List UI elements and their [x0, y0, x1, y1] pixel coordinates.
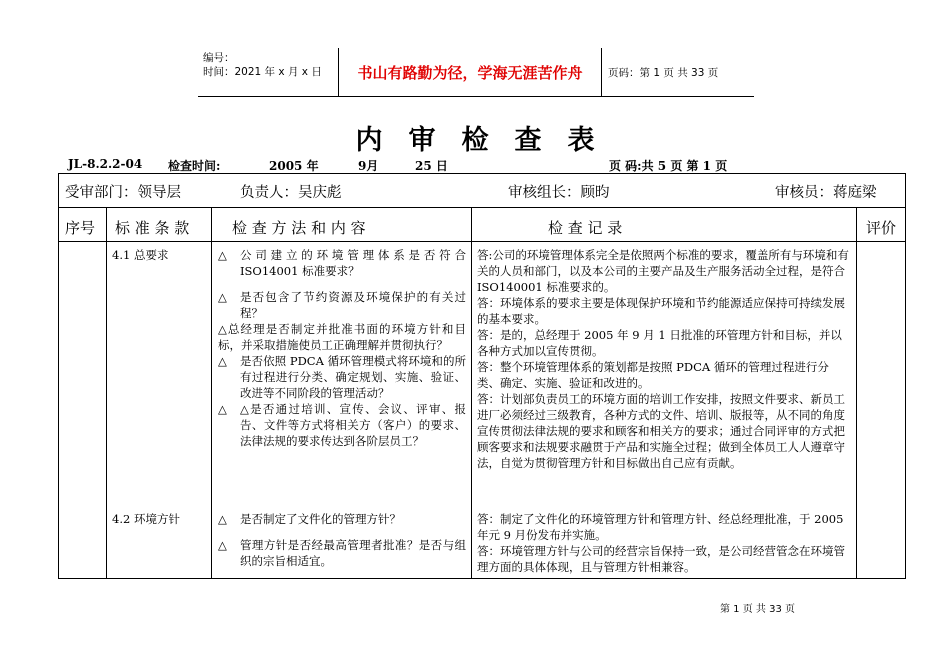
- header-record: 检 查 记 录: [548, 219, 623, 237]
- column-divider: [856, 207, 857, 578]
- question-item: △ 是否依照 PDCA 循环管理模式将环境和的所有过程进行分类、确定规划、实施、验证、改进等不同阶段的管理活动？: [218, 354, 466, 400]
- motto-text: 书山有路勤为径，学海无涯苦作舟: [338, 48, 602, 96]
- header-clause: 标 准 条 款: [115, 219, 190, 237]
- check-time-label: 检查时间:: [168, 159, 221, 173]
- record-answer: 答：整个环境管理体系的策划都是按照 PDCA 循环的管理过程进行分类、确定、实施、验证和改进的。: [477, 360, 829, 390]
- record-answer: 答：是的，总经理于 2005 年 9 月 1 日批准的环管理方针和目标，并以各种方式加以宣传贯彻。: [477, 328, 842, 358]
- check-month: 9月: [358, 159, 379, 173]
- record-answer: 答:公司的环境管理体系完全是依照两个标准的要求，覆盖所有与环境和有关的人员和部门，以及本公司的主要产品及生产服务活动全过程，是符合 ISO140001 标准要求的。: [477, 248, 849, 294]
- record-answer: 答：环境管理方针与公司的经营宗旨保持一致，是公司经营管念在环境管理方面的具体体现，且与管理方针相兼容。: [477, 544, 845, 574]
- method-column-row1: [218, 247, 466, 449]
- triangle-icon: △: [218, 402, 227, 416]
- record-answer: 答：制定了文件化的环境管理方针和管理方针、经总经理批准，于 2005 年元 9 月份发布并实施。: [477, 512, 844, 542]
- question-item: △ 管理方针是否经最高管理者批准？是否与组织的宗旨相适宜。: [218, 538, 466, 568]
- triangle-icon: △: [218, 538, 227, 552]
- audited-department: 受审部门：领导层: [65, 185, 181, 201]
- auditor-name: 审核员：蒋庭梁: [775, 185, 877, 201]
- audit-team-leader: 审核组长：顾昀: [508, 185, 610, 201]
- column-divider: [211, 207, 212, 578]
- record-answer: 答：计划部负责员工的环境方面的培训工作安排，按照文件要求、新员工进厂必须经过三级教育，各种方式的文件、培训、版报等，从不同的角度宣传贯彻法律法规的要求和顾客和相关方的要求；通过合同评审的方式把顾客要求和法规要求融贯于产品和实施全过程；做到全体员工人人遵章守法，自觉为贯彻管理方针和目标做出自己应有贡献。: [477, 392, 845, 470]
- record-answer: 答：环境体系的要求主要是体现保护环境和节约能源适应保持可持续发展的基本要求。: [477, 296, 845, 326]
- clause-4-2: 4.2 环境方针: [112, 512, 180, 526]
- page-title: 内审检查表: [355, 125, 621, 156]
- check-day: 25 日: [415, 159, 448, 173]
- question-item: △ 是否包含了节约资源及环境保护的有关过程？: [218, 290, 466, 320]
- header-method: 检 查 方 法 和 内 容: [232, 219, 366, 237]
- check-year: 2005 年: [269, 159, 319, 173]
- triangle-icon: △: [218, 290, 227, 304]
- record-column-row2: [477, 511, 851, 575]
- page-number-label: 页码：第 1 页 共 33 页: [608, 66, 719, 79]
- question-item: △ 是否制定了文件化的管理方针？: [218, 512, 401, 526]
- record-column-row1: [477, 247, 851, 471]
- table-divider: [59, 207, 905, 208]
- document-code: JL-8.2.2-04: [68, 157, 143, 171]
- page-count-info: 页 码:共 5 页 第 1 页: [609, 159, 728, 173]
- responsible-person: 负责人：吴庆彪: [240, 185, 342, 201]
- question-item: △ △是否通过培训、宣传、会议、评审、报告、文件等方式将相关方（客户）的要求、法律法规的要求传达到各阶层员工？: [218, 402, 466, 448]
- date-label: 时间：2021 年 x 月 x 日: [203, 66, 322, 78]
- question-item: △总经理是否制定并批准书面的环境方针和目标，并采取措施使员工正确理解并贯彻执行？: [218, 322, 466, 352]
- banner-left-cell: [198, 48, 338, 96]
- question-item: △ 公司建立的环境管理体系是否符合 ISO14001 标准要求？: [218, 248, 466, 278]
- column-divider: [106, 207, 107, 578]
- method-column-row2: [218, 511, 466, 569]
- triangle-icon: △: [218, 248, 227, 262]
- clause-4-1: 4.1 总要求: [112, 248, 169, 262]
- page-footer: 第 1 页 共 33 页: [720, 604, 795, 615]
- column-divider: [471, 207, 472, 578]
- triangle-icon: △: [218, 512, 227, 526]
- triangle-icon: △: [218, 354, 227, 368]
- table-divider: [59, 241, 905, 242]
- header-banner: [198, 48, 754, 97]
- header-seq: 序号: [65, 219, 96, 237]
- document-number-label: 编号：: [203, 52, 235, 64]
- header-rating: 评价: [866, 219, 897, 237]
